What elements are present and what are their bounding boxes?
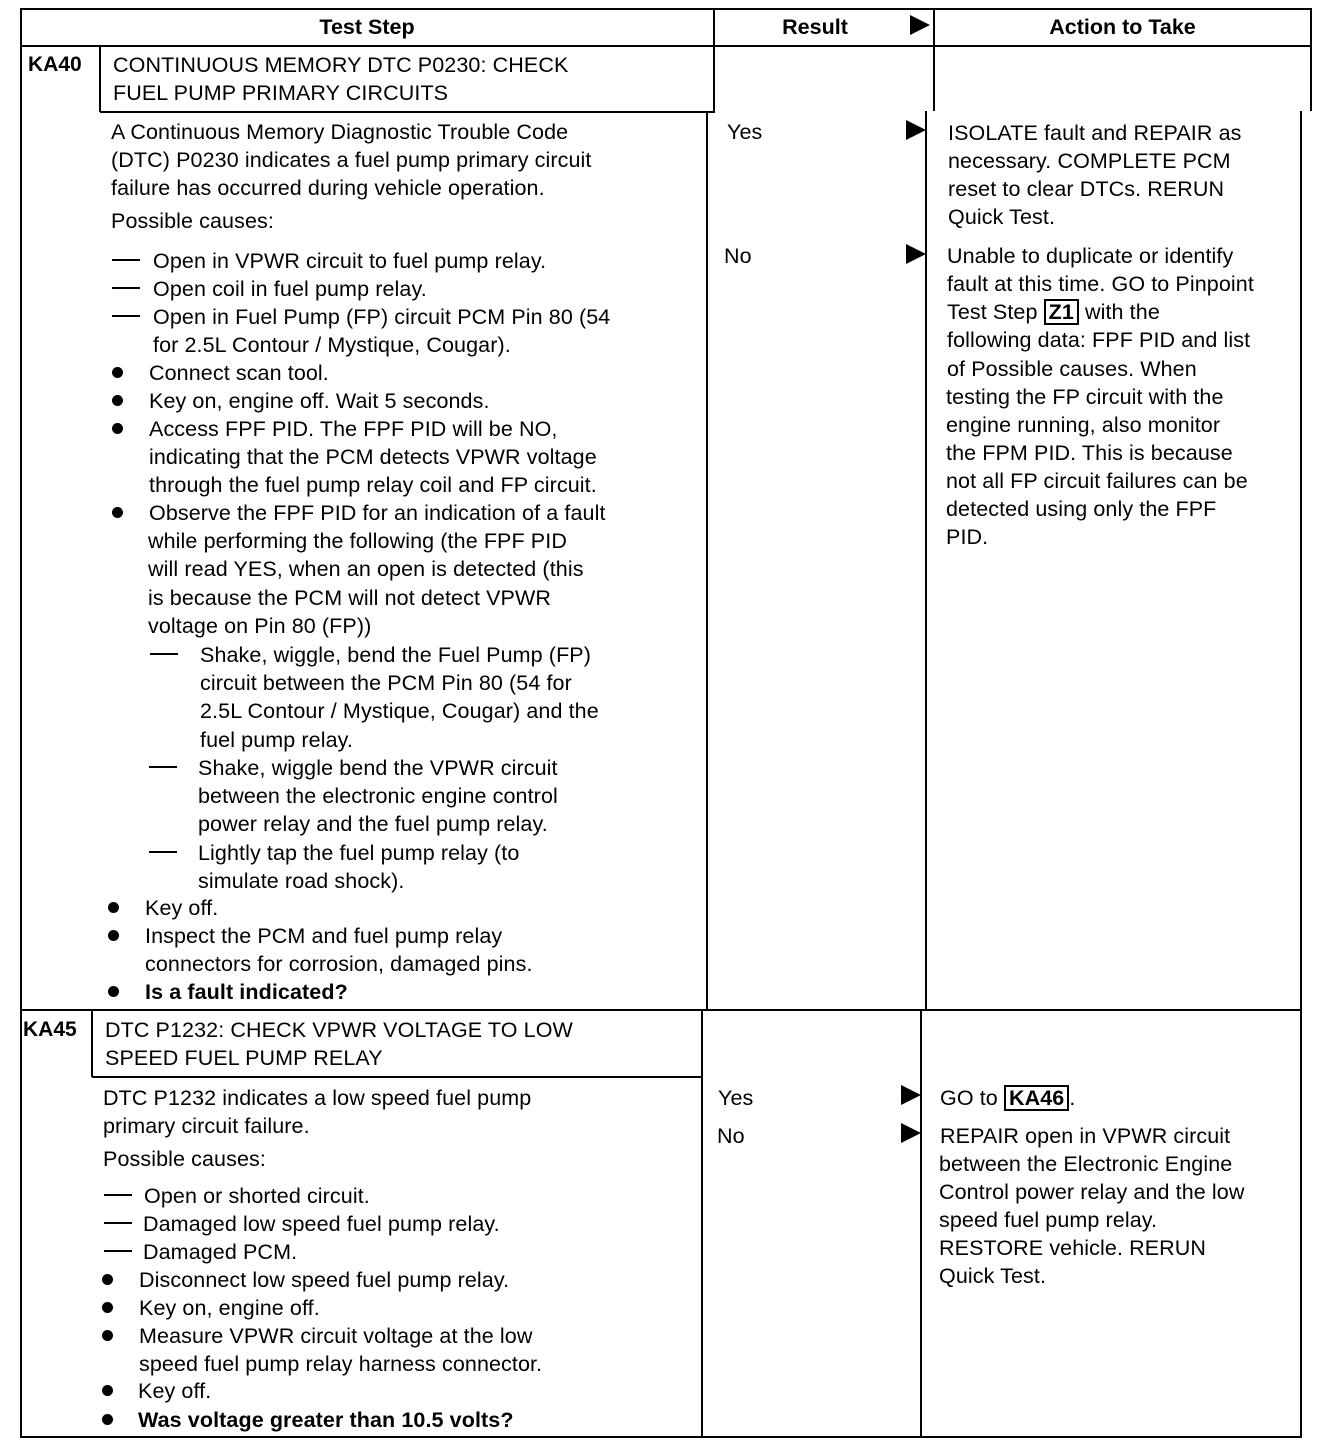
- ka45-step-3-line-2: speed fuel pump relay harness connector.: [139, 1352, 543, 1376]
- ka40-intro-line-3: failure has occurred during vehicle operation.: [111, 176, 545, 200]
- ka40-substep-3-line-1: Lightly tap the fuel pump relay (to: [198, 841, 520, 865]
- ka40-step-5: Key off.: [145, 896, 219, 920]
- ka40-no-action-line-8: the FPM PID. This is because: [946, 441, 1233, 465]
- bullet-icon: [108, 415, 144, 443]
- ka40-no-action-line-5: of Possible causes. When: [947, 357, 1197, 381]
- ka45-ref-ka46[interactable]: KA46: [1004, 1085, 1069, 1111]
- ka40-no-action-line-9: not all FP circuit failures can be: [946, 469, 1248, 493]
- ka45-result-no: No: [717, 1124, 745, 1148]
- bullet-icon: [104, 978, 140, 1006]
- ka40-step-6-line-1: Inspect the PCM and fuel pump relay: [145, 924, 503, 948]
- bullet-icon: [98, 1322, 134, 1350]
- ka40-cause-3-line-2: for 2.5L Contour / Mystique, Cougar).: [153, 333, 511, 357]
- ka40-no-action-line-4: following data: FPF PID and list: [947, 328, 1251, 352]
- ka45-result-yes: Yes: [718, 1086, 754, 1110]
- ka40-title-bottom-border: [100, 111, 715, 113]
- ka45-cause-3: Damaged PCM.: [143, 1240, 298, 1264]
- ka40-no-action-line-7: engine running, also monitor: [946, 413, 1221, 437]
- table-right-border: [1300, 111, 1302, 1438]
- ka40-step-code: KA40: [28, 53, 82, 76]
- ka40-substep-2-line-1: Shake, wiggle bend the VPWR circuit: [198, 756, 558, 780]
- bullet-icon: [98, 1266, 134, 1294]
- table-left-border: [20, 8, 22, 1438]
- header-bottom-border: [20, 45, 1312, 47]
- dash-icon: [112, 303, 148, 331]
- ka40-step-3-line-1: Access FPF PID. The FPF PID will be NO,: [149, 417, 558, 441]
- ka40-no-action-ref-before: Test Step: [947, 300, 1044, 324]
- ka40-substep-3-line-2: simulate road shock).: [198, 869, 405, 893]
- header-test-step: Test Step: [319, 15, 415, 39]
- dash-icon: [149, 839, 185, 867]
- ka40-no-action-line-6: testing the FP circuit with the: [946, 385, 1224, 409]
- dash-icon: [149, 754, 185, 782]
- ka45-yes-action: [940, 1084, 1075, 1112]
- ka45-yes-arrow-icon: [901, 1085, 921, 1105]
- ka40-no-action-line-10: detected using only the FPF: [946, 497, 1217, 521]
- bullet-icon: [108, 359, 144, 387]
- header-result: Result: [782, 15, 848, 39]
- ka40-yes-action-line-2: necessary. COMPLETE PCM: [948, 149, 1231, 173]
- ka40-intro-line-2: (DTC) P0230 indicates a fuel pump primary circuit: [111, 148, 592, 172]
- ka45-no-action-line-4: speed fuel pump relay.: [939, 1208, 1158, 1232]
- ka45-no-action-line-1: REPAIR open in VPWR circuit: [940, 1124, 1231, 1148]
- ka40-title-line-2: FUEL PUMP PRIMARY CIRCUITS: [113, 81, 449, 105]
- ka45-cause-2: Damaged low speed fuel pump relay.: [143, 1212, 500, 1236]
- ka40-step-4-line-2: while performing the following (the FPF PID: [148, 529, 567, 553]
- ka40-ref-z1[interactable]: Z1: [1044, 299, 1079, 325]
- dash-icon: [150, 641, 186, 669]
- bullet-icon: [98, 1294, 134, 1322]
- ka40-question: Is a fault indicated?: [145, 980, 348, 1004]
- ka45-yes-action-before: GO to: [940, 1086, 1004, 1110]
- ka40-result-yes: Yes: [727, 120, 763, 144]
- ka45-no-action-line-3: Control power relay and the low: [939, 1180, 1245, 1204]
- bullet-icon: [98, 1377, 134, 1405]
- ka40-step-6-line-2: connectors for corrosion, damaged pins.: [145, 952, 533, 976]
- ka40-yes-arrow-icon: [906, 120, 926, 140]
- ka40-no-arrow-icon: [906, 244, 926, 264]
- table-bottom-border: [20, 1436, 1302, 1438]
- ka40-substep-2-line-2: between the electronic engine control: [198, 784, 558, 808]
- dash-icon: [112, 247, 148, 275]
- ka40-substep-1-line-2: circuit between the PCM Pin 80 (54 for: [200, 671, 572, 695]
- ka45-title-line-2: SPEED FUEL PUMP RELAY: [105, 1046, 383, 1070]
- ka40-no-action-line-1: Unable to duplicate or identify: [947, 244, 1234, 268]
- ka40-cause-2: Open coil in fuel pump relay.: [153, 277, 427, 301]
- dash-icon: [104, 1210, 140, 1238]
- ka45-cause-1: Open or shorted circuit.: [144, 1184, 370, 1208]
- ka40-substep-1-line-3: 2.5L Contour / Mystique, Cougar) and the: [200, 699, 599, 723]
- ka40-title-line-1: CONTINUOUS MEMORY DTC P0230: CHECK: [113, 53, 569, 77]
- ka45-no-action-line-2: between the Electronic Engine: [939, 1152, 1233, 1176]
- ka45-no-arrow-icon: [901, 1123, 921, 1143]
- ka45-step-2: Key on, engine off.: [139, 1296, 320, 1320]
- ka45-step-code: KA45: [23, 1018, 77, 1041]
- bullet-icon: [98, 1406, 134, 1434]
- ka40-step-4-line-5: voltage on Pin 80 (FP)): [148, 614, 372, 638]
- bullet-icon: [104, 922, 140, 950]
- result-action-divider-ka45: [920, 1009, 922, 1438]
- ka40-code-divider: [99, 45, 101, 112]
- ka45-title-line-1: DTC P1232: CHECK VPWR VOLTAGE TO LOW: [105, 1018, 573, 1042]
- ka40-step-3-line-2: indicating that the PCM detects VPWR voltage: [149, 445, 597, 469]
- ka40-substep-1-line-1: Shake, wiggle, bend the Fuel Pump (FP): [200, 643, 591, 667]
- ka40-cause-3-line-1: Open in Fuel Pump (FP) circuit PCM Pin 80 (54: [153, 305, 611, 329]
- bullet-icon: [108, 499, 144, 527]
- ka40-step-4-line-4: is because the PCM will not detect VPWR: [148, 586, 552, 610]
- bullet-icon: [104, 894, 140, 922]
- step-result-divider-ka40: [706, 111, 708, 1009]
- ka40-possible-causes-label: Possible causes:: [111, 209, 274, 233]
- header-action: Action to Take: [1049, 15, 1196, 39]
- ka45-question: Was voltage greater than 10.5 volts?: [138, 1408, 514, 1432]
- ka45-yes-action-after: .: [1069, 1086, 1076, 1110]
- ka40-substep-1-line-4: fuel pump relay.: [200, 728, 353, 752]
- step-result-divider-ka45: [701, 1009, 703, 1438]
- ka40-no-action-line-2: fault at this time. GO to Pinpoint: [947, 272, 1254, 296]
- ka40-substep-2-line-3: power relay and the fuel pump relay.: [198, 812, 548, 836]
- ka40-no-action-line-3: [947, 298, 1160, 326]
- ka45-step-4: Key off.: [138, 1379, 212, 1403]
- ka40-intro-line-1: A Continuous Memory Diagnostic Trouble Code: [111, 120, 569, 144]
- ka40-no-action-line-11: PID.: [946, 525, 989, 549]
- section-divider: [20, 1009, 1302, 1011]
- ka45-no-action-line-5: RESTORE vehicle. RERUN: [939, 1236, 1207, 1260]
- ka45-step-3-line-1: Measure VPWR circuit voltage at the low: [139, 1324, 533, 1348]
- ka45-intro-line-1: DTC P1232 indicates a low speed fuel pump: [103, 1086, 532, 1110]
- table-right-border-top: [1310, 8, 1312, 111]
- ka40-result-no: No: [724, 244, 752, 268]
- header-arrow-icon: [910, 15, 930, 35]
- ka40-step-4-line-3: will read YES, when an open is detected (this: [148, 557, 584, 581]
- dash-icon: [104, 1182, 140, 1210]
- ka40-yes-action-line-1: ISOLATE fault and REPAIR as: [948, 121, 1242, 145]
- ka45-no-action-line-6: Quick Test.: [939, 1264, 1047, 1288]
- table-top-border: [20, 8, 1312, 10]
- ka40-yes-action-line-3: reset to clear DTCs. RERUN: [948, 177, 1225, 201]
- ka40-no-action-ref-after: with the: [1078, 300, 1160, 324]
- ka40-step-3-line-3: through the fuel pump relay coil and FP circuit.: [149, 473, 597, 497]
- ka40-cause-1: Open in VPWR circuit to fuel pump relay.: [153, 249, 547, 273]
- ka45-code-divider: [91, 1009, 93, 1077]
- ka40-step-4-line-1: Observe the FPF PID for an indication of a fault: [149, 501, 606, 525]
- ka45-possible-causes-label: Possible causes:: [103, 1147, 266, 1171]
- ka40-step-1: Connect scan tool.: [149, 361, 329, 385]
- dash-icon: [104, 1238, 140, 1266]
- ka40-step-2: Key on, engine off. Wait 5 seconds.: [149, 389, 490, 413]
- ka45-intro-line-2: primary circuit failure.: [103, 1114, 310, 1138]
- dash-icon: [112, 275, 148, 303]
- ka45-title-bottom-border: [92, 1076, 702, 1078]
- bullet-icon: [108, 387, 144, 415]
- ka45-step-1: Disconnect low speed fuel pump relay.: [139, 1268, 510, 1292]
- ka40-yes-action-line-4: Quick Test.: [948, 205, 1056, 229]
